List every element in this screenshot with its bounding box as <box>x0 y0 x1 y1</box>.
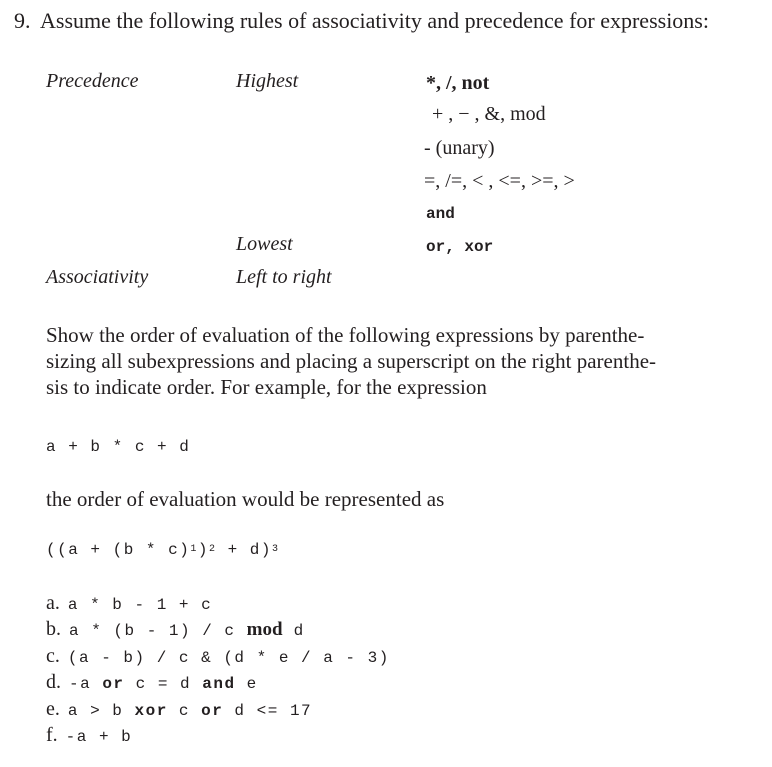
question-prompt: Assume the following rules of associativity and precedence for expressions: <box>40 8 709 33</box>
precedence-level-5: and <box>426 205 455 223</box>
instructions-line-2: sizing all subexpressions and placing a superscript on the right parenthe- <box>46 349 657 373</box>
associativity-label: Associativity <box>46 266 149 288</box>
exercise-b: b. a * (b - 1) / c mod d <box>46 618 305 640</box>
superscript-2: 2 <box>208 544 217 555</box>
exercise-a: a. a * b - 1 + c <box>46 592 213 614</box>
question-number: 9. <box>14 8 31 33</box>
precedence-level-6: or, xor <box>426 238 494 256</box>
example-expression: a + b * c + d <box>46 438 191 456</box>
exercise-d: d. -a or c = d and e <box>46 671 258 693</box>
superscript-1: 1 <box>190 544 198 555</box>
highest-label: Highest <box>236 70 299 92</box>
example-represented: $((a + (b * c)^1)^2 + d)^3$ <box>46 541 280 559</box>
instructions-paragraph <box>46 322 656 400</box>
lowest-label: Lowest <box>236 233 293 255</box>
exercise-c: c. (a - b) / c & (d * e / a - 3) <box>46 645 390 667</box>
exercise-f: f. -a + b <box>46 724 133 746</box>
precedence-level-1: *, /, not <box>426 72 490 94</box>
question-text <box>14 8 709 34</box>
instructions-line-3: sis to indicate order. For example, for the expression <box>46 375 487 399</box>
precedence-level-3: - (unary) <box>424 137 495 159</box>
precedence-label: Precedence <box>46 70 139 92</box>
superscript-3: 3 <box>271 544 280 555</box>
precedence-level-2: + , − , &, mod <box>432 103 546 125</box>
precedence-level-4: =, /=, < , <=, >=, > <box>424 170 575 192</box>
example-intro: the order of evaluation would be represented as <box>46 487 445 511</box>
instructions-line-1: Show the order of evaluation of the following expressions by parenthe- <box>46 323 645 347</box>
associativity-value: Left to right <box>236 266 332 288</box>
exercise-e: e. a > b xor c or d <= 17 <box>46 698 313 720</box>
